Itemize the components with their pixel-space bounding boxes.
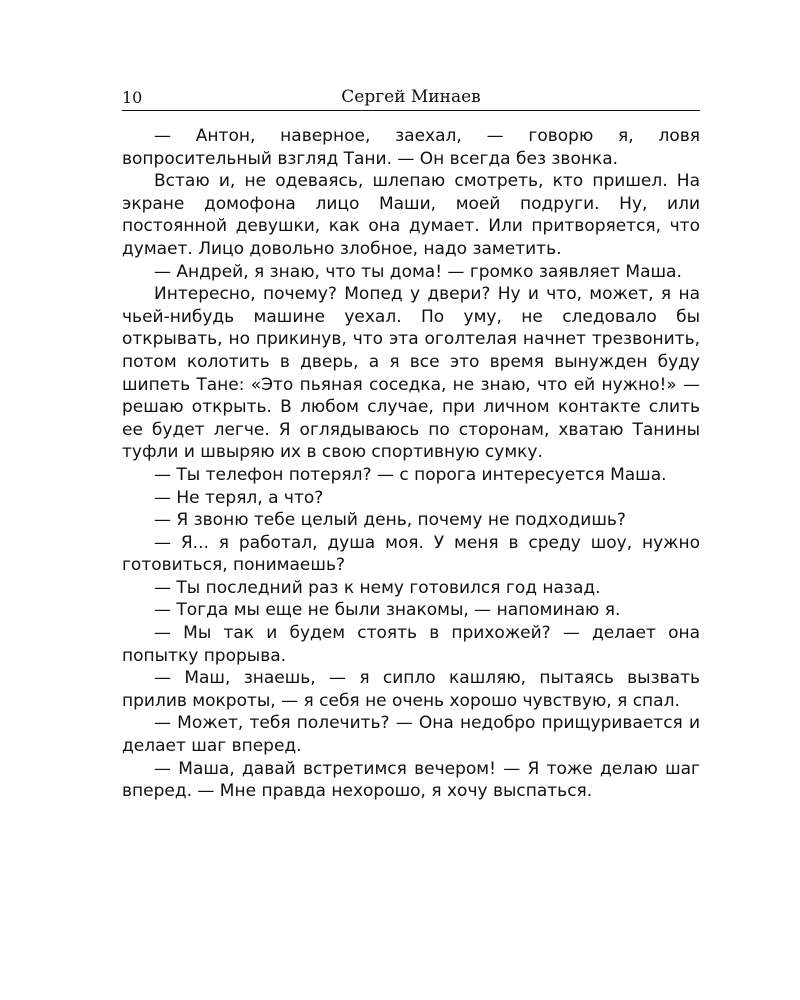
paragraph: — Ты телефон потерял? — с порога интересуется Маша. <box>154 464 667 485</box>
paragraph: — Я звоню тебе целый день, почему не подходишь? <box>154 510 626 531</box>
paragraph: — Маша, давай встретимся вечером! — Я тоже делаю шаг вперед. — Мне правда нехорошо, я хочу выспаться. <box>122 758 700 802</box>
paragraph: — Может, тебя полечить? — Она недобро прищуривается и делает шаг вперед. <box>122 713 700 757</box>
paragraph: — Маш, знаешь, — я сипло кашляю, пытаясь вызвать прилив мокроты, — я себя не очень хорошо чувствую, я спал. <box>122 668 700 711</box>
paragraph: — Я... я работал, душа моя. У меня в среду шоу, нужно готовиться, понимаешь? <box>122 532 700 576</box>
paragraph: — Антон, наверное, заехал, — говорю я, ловя вопросительный взгляд Тани. — Он всегда без звонка. <box>122 126 700 169</box>
paragraph: — Мы так и будем стоять в прихожей? — делает она попытку прорыва. <box>122 623 700 666</box>
paragraph: Интересно, почему? Мопед у двери? Ну и что, может, я на чьей-нибудь машине уехал. По уму, не следовало бы открывать, но прикинув, что эта оголтелая начнет трезвонить, потом колотить в дверь, а я все это время вынужден буду шипеть Тане: «Это пьяная соседка, не знаю, что ей нужно!» — решаю открыть. В любом случае, при личном контакте слить ее будет легче. Я оглядываюсь по сторонам, хватаю Танины туфли и швыряю их в свою спортивную сумку. <box>122 284 700 463</box>
body-text <box>122 125 700 803</box>
running-title: Сергей Минаев <box>341 87 481 107</box>
page-number: 10 <box>122 88 143 107</box>
paragraph: — Не терял, а что? <box>154 487 324 508</box>
paragraph: — Андрей, я знаю, что ты дома! — громко заявляет Маша. <box>154 261 682 282</box>
book-page <box>122 86 700 803</box>
page-header <box>122 86 700 111</box>
paragraph: — Тогда мы еще не были знакомы, — напоминаю я. <box>154 600 621 621</box>
paragraph: Встаю и, не одеваясь, шлепаю смотреть, кто пришел. На экране домофона лицо Маши, моей подруги. Ну, или постоянной девушки, как она думает. Или притворяется, что думает. Лицо довольно злобное, надо заметить. <box>122 171 700 259</box>
paragraph: — Ты последний раз к нему готовился год назад. <box>154 577 601 598</box>
